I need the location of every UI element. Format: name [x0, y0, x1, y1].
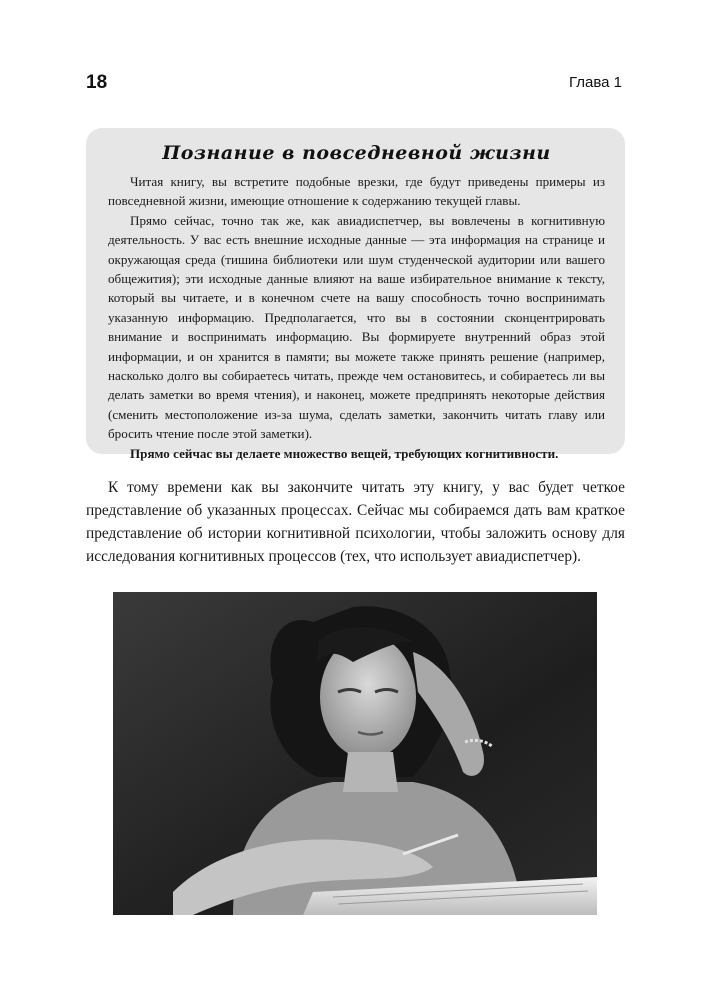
body-paragraph: К тому времени как вы закончите читать эту книгу, у вас будет четкое представление об указанных процессах. Сейчас мы собираемся дать вам краткое представление об истории когнитивной психологии, чтобы заложить основу для исследования когнитивных процессов (тех, что использует авиадиспетчер).	[86, 479, 625, 565]
sidebar-bold-paragraph: Прямо сейчас вы делаете множество вещей, требующих когнитивности.	[130, 445, 559, 461]
sidebar-paragraph-1: Читая книгу, вы встретите подобные врезки, где будут приведены примеры из повседневной жизни, имеющие отношение к содержанию текущей главы.	[108, 174, 605, 209]
page-number: 18	[86, 72, 108, 93]
photo-student-reading	[113, 592, 597, 915]
chapter-label: Глава 1	[568, 74, 622, 91]
sidebar-box	[86, 128, 625, 461]
sidebar-title: Познание в повседневной жизни	[162, 142, 551, 164]
sidebar-paragraph-2: Прямо сейчас, точно так же, как авиадиспетчер, вы вовлечены в когнитивную деятельность. У вас есть внешние исходные данные — эта информация на странице и окружающая среда (тишина библиотеки или шум студенческой аудитории или вашего общежития); эти исходные данные влияют на ваше избирательное внимание к тексту, который вы читаете, и в конечном счете на вашу способность точно воспринимать указанную информацию. Предполагается, что вы в состоянии сконцентрировать внимание и воспринимать информацию. Вы формируете внутренний образ этой информации, и он хранится в памяти; вы можете также принять решение (например, насколько долго вы собираетесь читать, прежде чем остановитесь, и собираетесь ли вы делать заметки во время чтения), и наконец, можете предпринять некоторые действия (сменить местоположение из-за шума, сделать заметки, закончить читать главу или бросить чтение после этой заметки).	[108, 212, 605, 442]
